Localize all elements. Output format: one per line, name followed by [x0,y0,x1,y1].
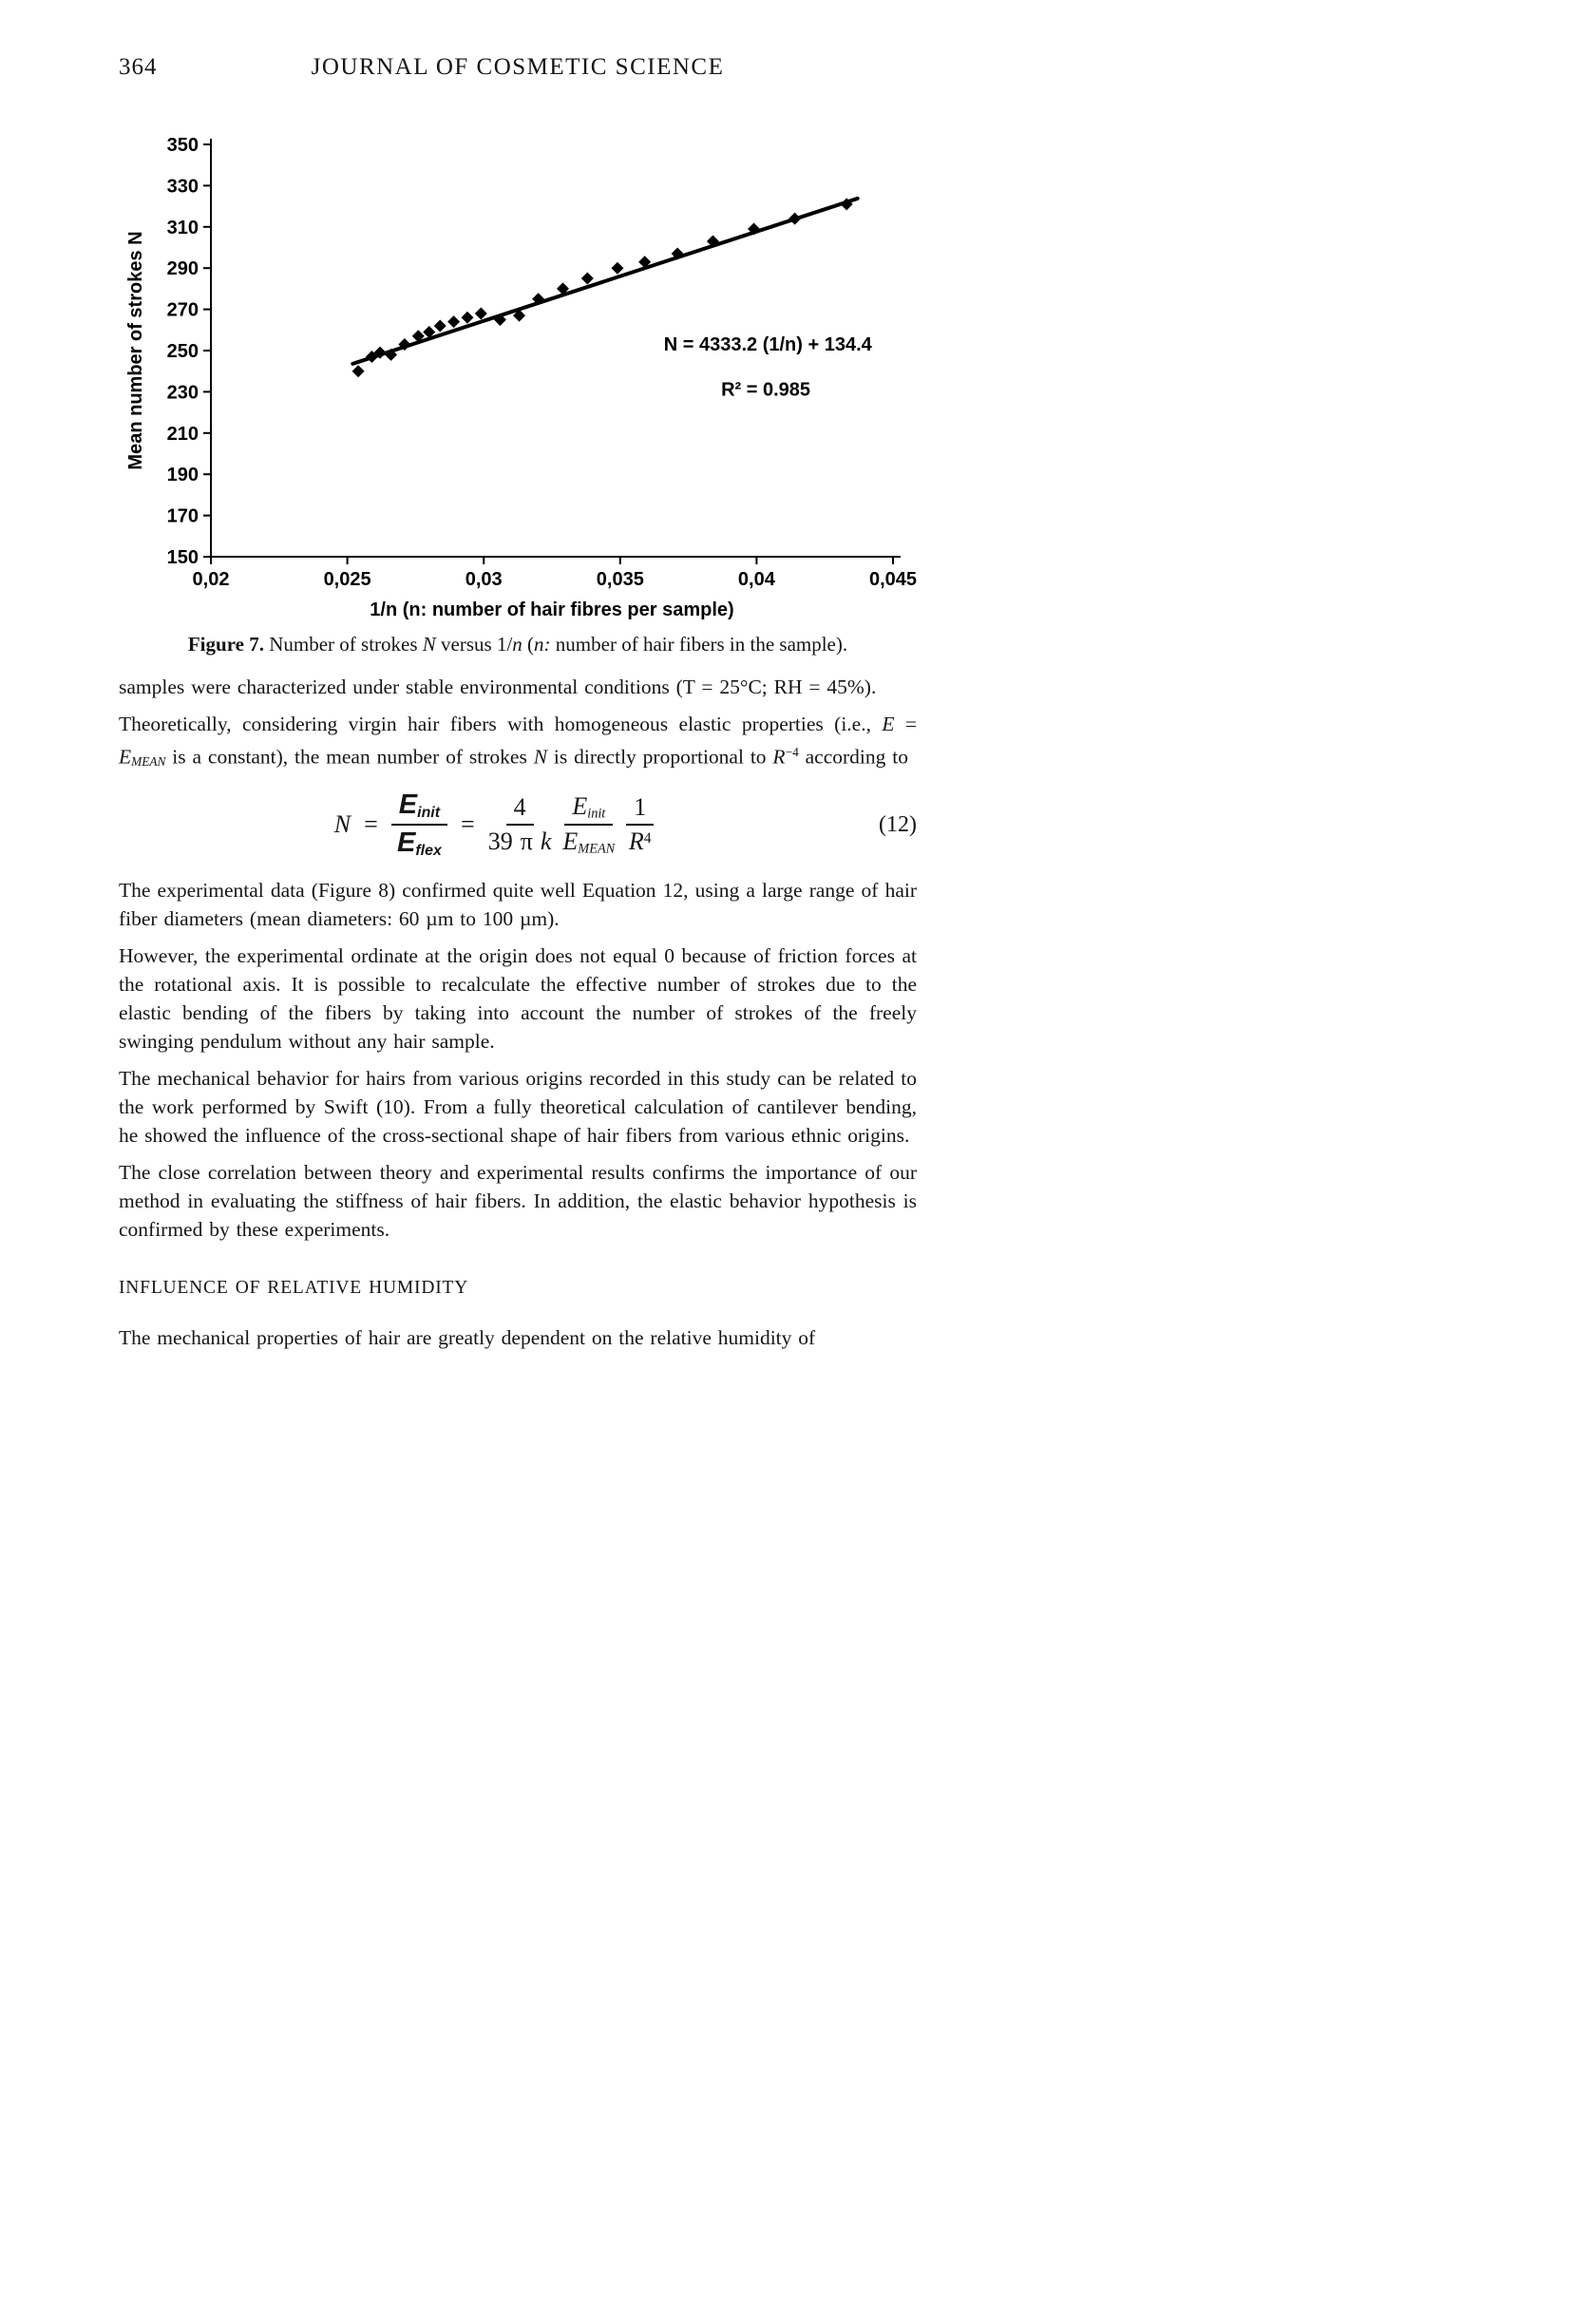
paragraph-samples: samples were characterized under stable environmental conditions (T = 25°C; RH = 45%). [119,675,877,698]
chart-canvas [119,131,917,629]
svg-text:R² = 0.985: R² = 0.985 [721,379,811,401]
equation-content [119,790,869,861]
journal-title: JOURNAL OF COSMETIC SCIENCE [311,54,725,80]
svg-text:0,045: 0,045 [868,569,917,590]
svg-text:1/n (n: number of hair fibres: 1/n (n: number of hair fibres per sample) [370,599,734,620]
fraction-1-over-r4: $\frac{1}{R^4}$ [626,793,654,856]
svg-text:310: 310 [166,217,199,238]
figure-7-block [119,131,917,656]
svg-text:170: 170 [166,505,199,527]
page-number: 364 [119,54,158,80]
svg-text:230: 230 [166,382,199,404]
svg-text:0,04: 0,04 [737,569,775,590]
figure-caption: Figure 7. Number of strokes N versus 1/n (n: number of hair fibers in the sample). [187,633,848,656]
equation-number: (12) [879,812,917,838]
svg-text:190: 190 [166,465,199,486]
fraction-einit-over-eflex: $\frac{\text{Einit}}{\text{Eflex}}$ [391,790,447,861]
svg-text:0,025: 0,025 [323,569,371,590]
page-header [119,54,917,88]
article-body [119,673,917,1360]
paragraph-mechanical-properties: The mechanical properties of hair are greatly dependent on the relative humidity of [119,1325,816,1349]
strokes-vs-inverse-n-chart [119,131,917,629]
svg-text:0,035: 0,035 [596,569,644,590]
paragraph-theoretically: Theoretically, considering virgin hair fibers with homogeneous elastic properties (i.e., E = EMEAN is a constant), the mean number of strokes N is directly proportional to $R^{-4}$ according to [119,713,917,769]
svg-text:0,02: 0,02 [192,569,230,590]
svg-text:290: 290 [166,258,199,280]
equation-12 [119,790,917,861]
fraction-4-over-39pik: $\frac{4}{\text{39 π k}}$ [487,793,552,856]
svg-text:N = 4333.2 (1/n) + 134.4: N = 4333.2 (1/n) + 134.4 [663,334,872,355]
svg-text:250: 250 [166,341,199,362]
equals-sign: = [364,810,378,839]
svg-text:350: 350 [166,135,199,156]
svg-text:210: 210 [166,423,199,445]
fraction-einit-over-emean: $\frac{\text{Einit}}{\text{EMEAN}}$ [562,792,616,857]
svg-text:150: 150 [166,547,199,568]
svg-text:330: 330 [166,176,199,198]
section-heading-influence-of-relative-humidity: INFLUENCE OF RELATIVE HUMIDITY [119,1277,469,1298]
paragraph-mechanical-behavior: The mechanical behavior for hairs from various origins recorded in this study can be related to the work performed by Swift (10). From a fully theoretical calculation of cantilever bending, he showed the influence of the cross-sectional shape of hair fibers from various ethnic origins. [119,1066,917,1147]
svg-text:Mean number of strokes N: Mean number of strokes N [125,231,146,470]
paragraph-close-correlation: The close correlation between theory and experimental results confirms the importance of our method in evaluating the stiffness of hair fibers. In addition, the elastic behavior hypothesis is confirmed by these experiments. [119,1160,917,1241]
svg-text:270: 270 [166,299,199,321]
svg-text:0,03: 0,03 [465,569,503,590]
equals-sign: = [461,810,475,839]
equation-lhs: N [333,810,352,839]
paragraph-however: However, the experimental ordinate at the origin does not equal 0 because of friction forces at the rotational axis. It is possible to recalculate the effective number of strokes due to the elastic bending of the fibers by taking into account the number of strokes of the freely swinging pendulum without any hair sample. [119,943,917,1053]
paragraph-experimental-data: The experimental data (Figure 8) confirmed quite well Equation 12, using a large range of hair fiber diameters (mean diameters: 60 µm to 100 µm). [119,878,917,930]
